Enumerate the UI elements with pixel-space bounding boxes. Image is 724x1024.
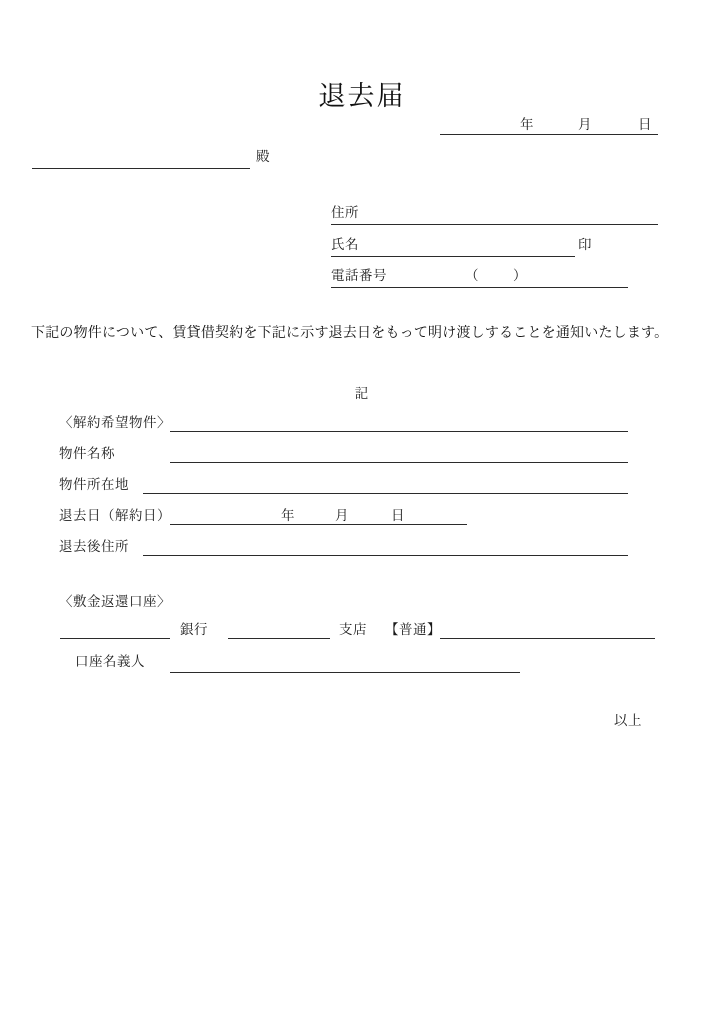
closing-mark: 以上 <box>614 713 642 728</box>
account-number-input-line[interactable] <box>440 638 655 639</box>
property-location-input-line[interactable] <box>143 493 628 494</box>
sender-name-label: 氏名 <box>331 237 359 252</box>
move-out-day-label: 日 <box>391 508 405 523</box>
sender-address-input-line[interactable] <box>331 224 658 225</box>
bank-label: 銀行 <box>180 622 208 637</box>
addressee-honorific-label: 殿 <box>256 149 270 164</box>
sender-phone-input-line[interactable] <box>331 287 628 288</box>
addressee-input-line[interactable] <box>32 168 250 169</box>
property-name-label: 物件名称 <box>59 446 115 461</box>
account-holder-input-line[interactable] <box>170 672 520 673</box>
move-out-date-label: 退去日（解約日） <box>59 508 171 523</box>
branch-name-input-line[interactable] <box>228 638 330 639</box>
move-out-date-input-line[interactable] <box>170 524 467 525</box>
post-move-address-label: 退去後住所 <box>59 539 129 554</box>
bank-name-input-line[interactable] <box>60 638 170 639</box>
property-heading-input-line[interactable] <box>170 431 628 432</box>
account-type-label: 【普通】 <box>385 622 441 637</box>
move-out-year-label: 年 <box>281 508 295 523</box>
record-mark: 記 <box>354 386 370 401</box>
post-move-address-input-line[interactable] <box>143 555 628 556</box>
move-out-month-label: 月 <box>335 508 349 523</box>
page-title: 退去届 <box>318 81 406 111</box>
date-month-label: 月 <box>578 117 592 132</box>
property-name-input-line[interactable] <box>170 462 628 463</box>
date-input-line[interactable] <box>440 134 658 135</box>
account-holder-label: 口座名義人 <box>75 654 145 669</box>
property-location-label: 物件所在地 <box>59 477 129 492</box>
date-year-label: 年 <box>520 117 534 132</box>
property-section-heading: 〈解約希望物件〉 <box>59 415 171 430</box>
sender-name-input-line[interactable] <box>331 256 575 257</box>
sender-phone-label: 電話番号 <box>331 268 387 283</box>
sender-phone-paren-close: ） <box>513 268 527 283</box>
bank-section-heading: 〈敷金返還口座〉 <box>59 594 171 609</box>
sender-phone-paren-open: （ <box>465 268 479 283</box>
body-sentence: 下記の物件について、賃貸借契約を下記に示す退去日をもって明け渡しすることを通知いたします。 <box>31 324 669 340</box>
sender-seal-label: 印 <box>578 237 592 252</box>
sender-address-label: 住所 <box>331 205 359 220</box>
date-day-label: 日 <box>638 117 652 132</box>
branch-label: 支店 <box>339 622 367 637</box>
